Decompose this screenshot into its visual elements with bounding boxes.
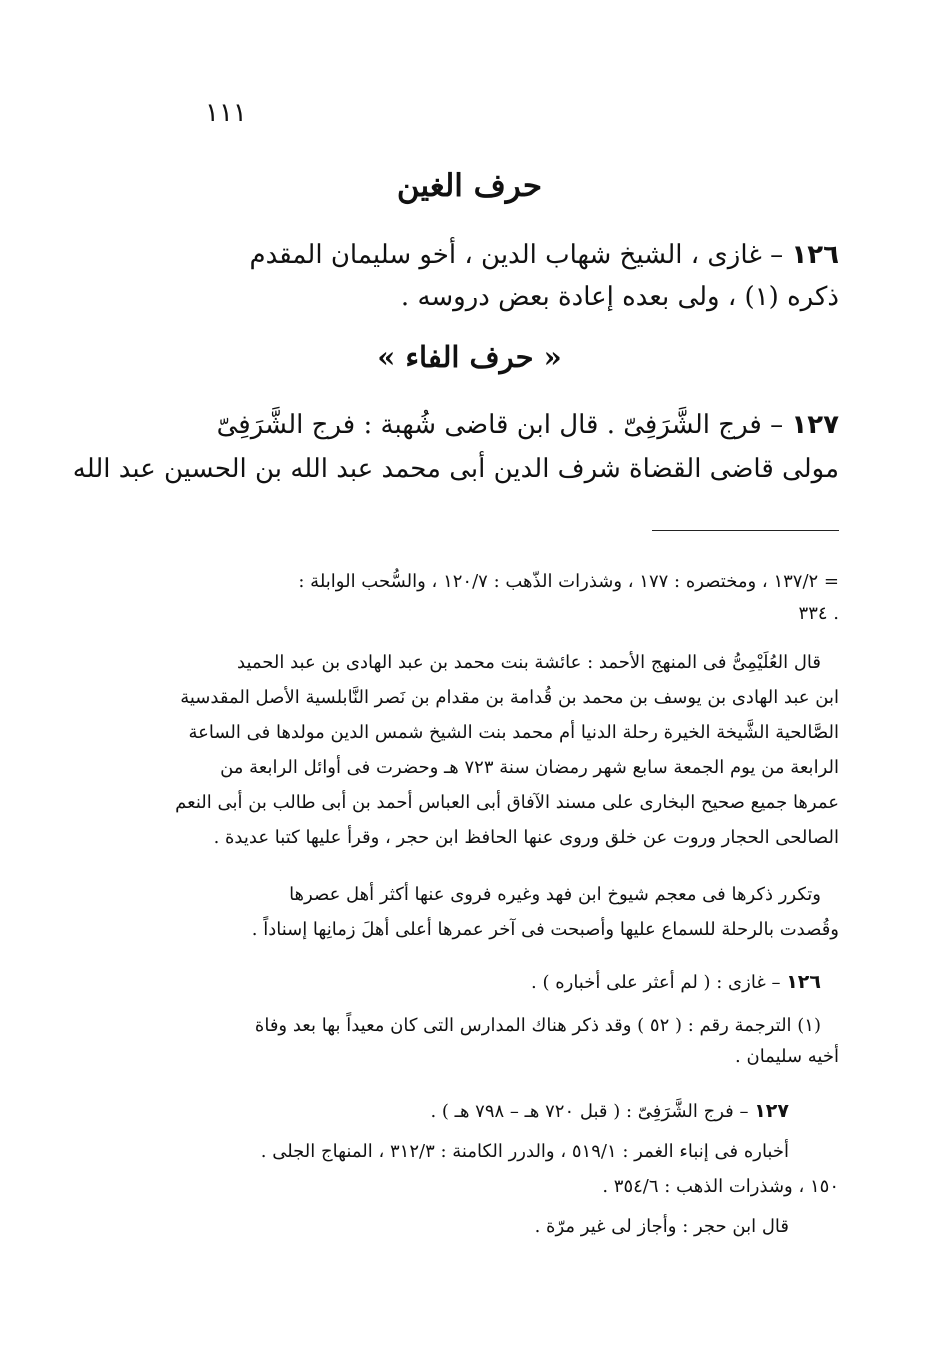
footnote-127-text: – فرج الشَّرَفِىّ : ( قبل ٧٢٠ هـ – ٧٩٨ هـ ) .: [430, 1101, 749, 1122]
section-heading-ghain: حرف الغين: [396, 168, 543, 204]
footnote-paragraph-1-line: قال العُلَيْمِىُّ فى المنهج الأحمد : عائشة بنت محمد بن عبد الهادى بن عبد الحميد: [237, 652, 821, 673]
footnote-continuation-line-2: . ٣٣٤: [798, 603, 839, 624]
page-number: ١١١: [205, 98, 247, 128]
entry-127-text: – فرج الشَّرَفِىّ . قال ابن قاضى شُهبة : فرج الشَّرَفِىّ: [216, 410, 784, 440]
entry-127-line-2: مولى قاضى القضاة شرف الدين أبى محمد عبد الله بن الحسين عبد الله: [72, 454, 839, 484]
entry-127-line-1: [217, 400, 839, 450]
entry-127-number: ١٢٧: [791, 410, 839, 440]
footnote-paragraph-1-line: عمرها جميع صحيح البخارى على مسند الآفاق أبى العباس أحمد بن أبى طالب بن أبى النعم: [175, 792, 839, 813]
footnote-126-text: – غازى : ( لم أعثر على أخباره ) .: [531, 972, 781, 993]
footnote-paragraph-1-line: الصالحى الحجار وروت عن خلق وروى عنها الحافظ ابن حجر ، وقرأ عليها كتبا عديدة .: [213, 827, 839, 848]
footnote-paragraph-1-line: ابن عبد الهادى بن يوسف بن محمد بن قُدامة بن مقدام بن نَصر النَّابلسية الأصل المقدسية: [180, 687, 839, 708]
footnote-divider: [652, 530, 839, 531]
footnote-1-line-2: أخيه سليمان .: [735, 1046, 839, 1067]
entry-126-line-2: ذكره (١) ، ولى بعده إعادة بعض دروسه .: [400, 282, 839, 312]
section-heading-fa: « حرف الفاء »: [377, 340, 562, 374]
footnote-paragraph-2-line: وتكرر ذكرها فى معجم شيوخ ابن فهد وغيره فروى عنها أكثر أهل عصرها: [289, 884, 821, 905]
footnote-127: [430, 1094, 789, 1129]
entry-126-text: – غازى ، الشيخ شهاب الدين ، أخو سليمان المقدم: [249, 240, 784, 270]
footnote-1-line-1: (١) الترجمة رقم : ( ٥٢ ) وقد ذكر هناك المدارس التى كان معيداً بها بعد وفاة: [254, 1015, 821, 1036]
entry-126-number: ١٢٦: [791, 240, 839, 270]
footnote-paragraph-1-line: الرابعة من يوم الجمعة سابع شهر رمضان سنة ٧٢٣ هـ وحضرت فى أوائل الرابعة من: [220, 757, 839, 778]
footnote-127-number: ١٢٧: [754, 1100, 789, 1122]
footnote-127-sources-line-1: أخباره فى إنباء الغمر : ٥١٩/١ ، والدرر الكامنة : ٣١٢/٣ ، المنهاج الجلى .: [260, 1141, 789, 1162]
footnote-127-quote: قال ابن حجر : وأجاز لى غير مرّة .: [534, 1216, 789, 1237]
footnote-continuation-line-1: = ١٣٧/٢ ، ومختصره : ١٧٧ ، وشذرات الذّهب : ١٢٠/٧ ، والسُّحب الوابلة :: [298, 571, 839, 592]
footnote-126-number: ١٢٦: [786, 971, 821, 993]
footnote-127-sources-line-2: ١٥٠ ، وشذرات الذهب : ٣٥٤/٦ .: [602, 1176, 839, 1197]
footnote-paragraph-2-line: وقُصدت بالرحلة للسماع عليها وأصبحت فى آخر عمرها أعلى أهلَ زمانِها إسناداً .: [251, 919, 839, 940]
footnote-paragraph-1-line: الصَّالحية الشَّيخة الخيرة رحلة الدنيا أم محمد بنت الشيخ شمس الدين مولدها فى الساعة: [188, 722, 839, 743]
footnote-126: [531, 965, 821, 1000]
